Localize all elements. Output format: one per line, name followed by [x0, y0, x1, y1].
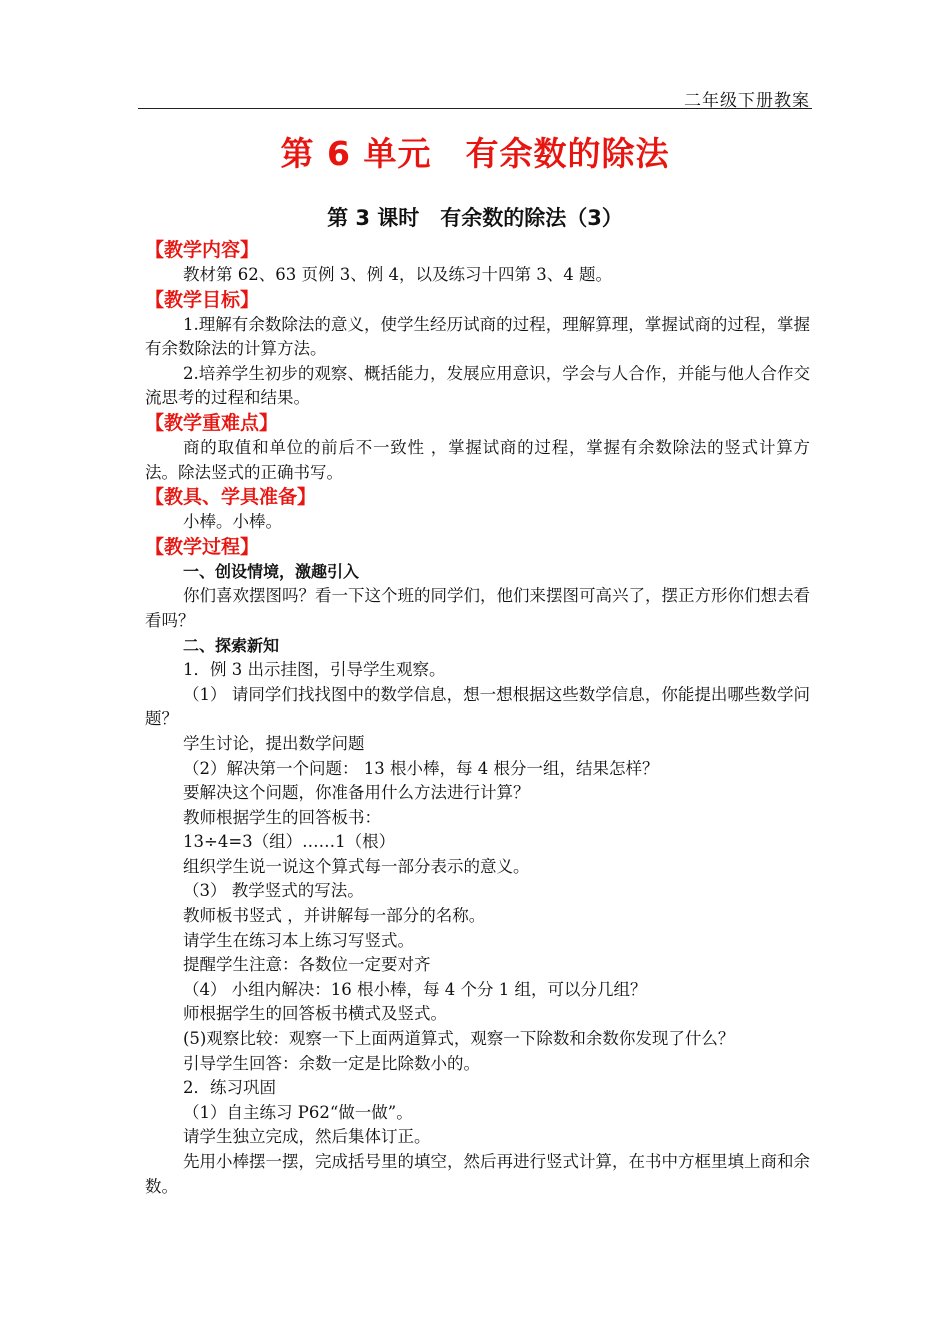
page-header: 二年级下册教案: [684, 91, 810, 111]
process-line: 教师板书竖式 ，并讲解每一部分的名称。: [183, 906, 486, 926]
process-step-1-text: 你们喜欢摆图吗？看一下这个班的同学们，他们来摆图可高兴了，摆正方形你们想去看看吗？: [145, 586, 810, 630]
process-line: 学生讨论，提出数学问题: [183, 733, 365, 753]
process-line: 1．例 3 出示挂图，引导学生观察。: [183, 660, 446, 680]
process-line: （1）自主练习 P62“做一做”。: [183, 1102, 413, 1122]
goal-1: 1.理解有余数除法的意义，使学生经历试商的过程，理解算理，掌握试商的过程，掌握有余数除法的计算方法。: [145, 314, 810, 359]
section-heading-tools: 【教具、学具准备】: [145, 486, 317, 509]
process-line: (5)观察比较：观察一下上面两道算式，观察一下除数和余数你发现了什么？: [183, 1029, 735, 1049]
tools-text: 小棒。小棒。: [183, 512, 282, 532]
section-heading-process: 【教学过程】: [145, 535, 260, 558]
process-line: （2）解决第一个问题： 13 根小棒，每 4 根分一组，结果怎样？: [183, 758, 659, 778]
process-line: 13÷4=3（组）……1（根）: [183, 832, 396, 852]
process-line: 请学生在练习本上练习写竖式。: [183, 930, 414, 950]
process-step-2-title: 二、探索新知: [183, 635, 280, 655]
header-rule: [138, 108, 812, 109]
process-step-1-title: 一、创设情境，激趣引入: [183, 561, 360, 581]
process-line: 要解决这个问题，你准备用什么方法进行计算？: [183, 783, 530, 803]
process-line: 师根据学生的回答板书横式及竖式。: [183, 1004, 447, 1024]
unit-title: 第 6 单元 有余数的除法: [280, 134, 670, 173]
lesson-title: 第 3 课时 有余数的除法（3）: [327, 206, 623, 230]
section-heading-goals: 【教学目标】: [145, 288, 260, 311]
process-line: （1） 请同学们找找图中的数学信息，想一想根据这些数学信息，你能提出哪些数学问题？: [145, 684, 810, 729]
process-line: 提醒学生注意：各数位一定要对齐: [183, 955, 431, 975]
keypoints-text: 商的取值和单位的前后不一致性 ，掌握试商的过程，掌握有余数除法的竖式计算方法。除法竖式的正确书写。: [145, 437, 810, 482]
process-line: 请学生独立完成，然后集体订正。: [183, 1127, 431, 1147]
section-heading-content: 【教学内容】: [145, 239, 260, 261]
goal-2: 2.培养学生初步的观察、概括能力，发展应用意识，学会与人合作，并能与他人合作交流思考的过程和结果。: [145, 363, 810, 408]
process-line: 2．练习巩固: [183, 1078, 276, 1098]
content-text: 教材第 62、63 页例 3、例 4，以及练习十四第 3、4 题。: [183, 265, 612, 284]
process-line: 组织学生说一说这个算式每一部分表示的意义。: [183, 856, 530, 876]
process-line: （3） 教学竖式的写法。: [183, 881, 364, 901]
section-heading-keypoints: 【教学重难点】: [145, 411, 279, 434]
lesson-body: [145, 238, 810, 1199]
process-line: 先用小棒摆一摆，完成括号里的填空，然后再进行竖式计算，在书中方框里填上商和余数。: [145, 1152, 810, 1196]
process-line: 教师根据学生的回答板书：: [183, 807, 381, 827]
process-line: （4） 小组内解决：16 根小棒，每 4 个分 1 组，可以分几组？: [183, 979, 647, 999]
process-line: 引导学生回答：余数一定是比除数小的。: [183, 1053, 480, 1073]
